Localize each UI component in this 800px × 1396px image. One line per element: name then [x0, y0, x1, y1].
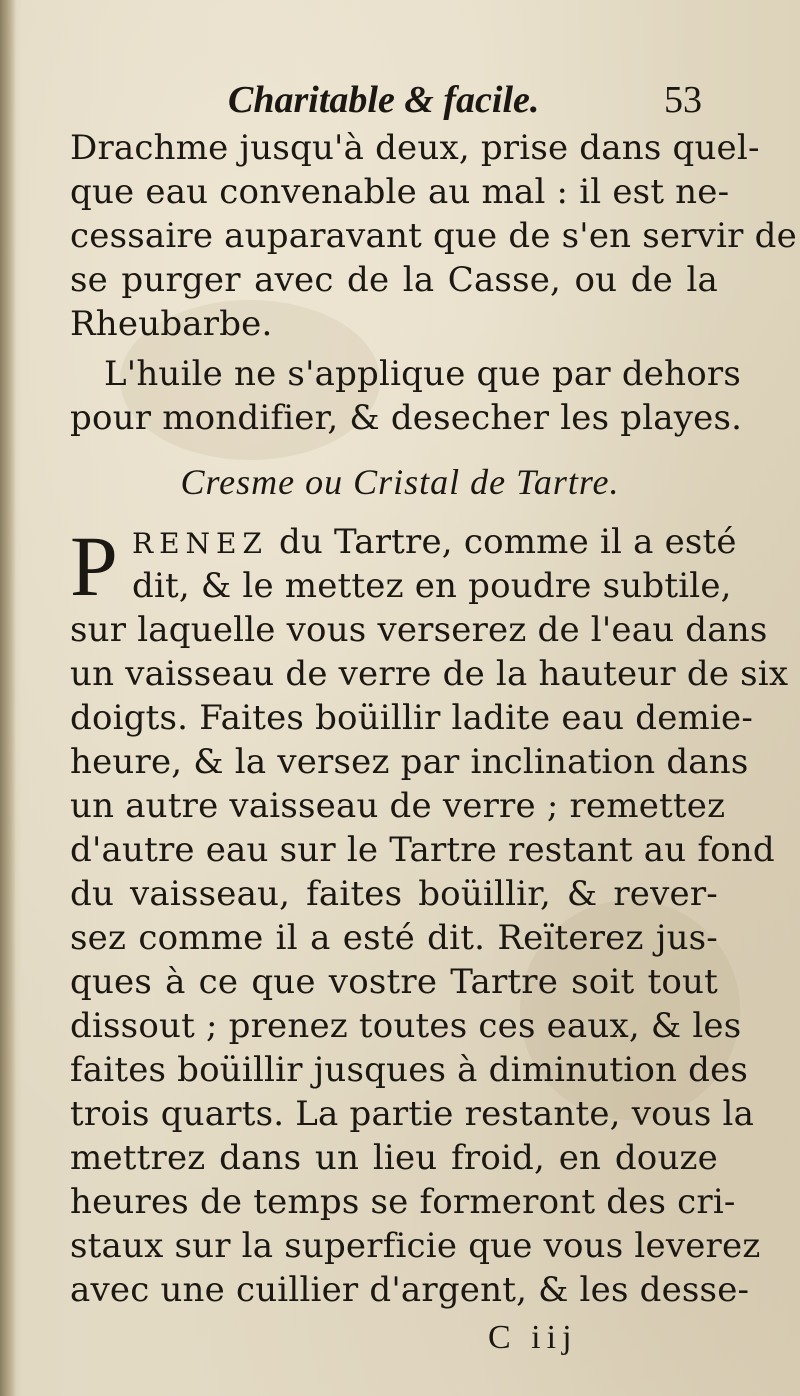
paragraph-1 — [70, 126, 797, 346]
text-line: Rheubarbe. — [70, 304, 273, 344]
first-line-rest: du Tartre, comme il a esté — [278, 522, 737, 562]
text-line: que eau convenable au mal : il est ne- — [70, 172, 730, 212]
text-line: doigts. Faites boüillir ladite eau demie- — [70, 698, 754, 738]
page-gutter — [0, 0, 16, 1396]
text-line: dit, & le mettez en poudre subtile, — [132, 566, 732, 606]
text-line: staux sur la superficie que vous leverez — [70, 1226, 761, 1266]
text-line: sez comme il a esté dit. Reïterez jus- — [70, 918, 718, 958]
text-line: un autre vaisseau de verre ; remettez — [70, 786, 726, 826]
text-line: trois quarts. La partie restante, vous la — [70, 1094, 755, 1134]
page-header — [0, 72, 800, 132]
text-line: cessaire auparavant que de s'en servir de — [70, 216, 797, 256]
text-line: ques à ce que vostre Tartre soit tout — [70, 962, 718, 1002]
text-line: faites boüillir jusques à diminution des — [70, 1050, 749, 1090]
text-line: un vaisseau de verre de la hauteur de six — [70, 654, 789, 694]
text-line: avec une cuillier d'argent, & les desse- — [70, 1270, 750, 1310]
text-line: heure, & la versez par inclination dans — [70, 742, 749, 782]
running-head: Charitable & facile. — [228, 79, 540, 121]
text-line: heures de temps se formeront des cri- — [70, 1182, 736, 1222]
text-line: L'huile ne s'applique que par dehors — [104, 354, 741, 394]
text-line: d'autre eau sur le Tartre restant au fond — [70, 830, 775, 870]
first-word-smallcaps: RENEZ — [132, 527, 268, 560]
paragraph-2 — [70, 352, 743, 440]
text-line: sur laquelle vous verserez de l'eau dans — [70, 610, 768, 650]
text-line: se purger avec de la Casse, ou de la — [70, 260, 718, 300]
recipe-paragraph — [70, 518, 789, 1312]
text-line: pour mondifier, & desecher les playes. — [70, 398, 743, 438]
text-line: mettrez dans un lieu froid, en douze — [70, 1138, 718, 1178]
section-title: Cresme ou Cristal de Tartre. — [180, 462, 620, 502]
text-line: Drachme jusqu'à deux, prise dans quel- — [70, 128, 760, 168]
text-line — [70, 520, 737, 564]
opening-lines — [70, 518, 737, 614]
text-line: du vaisseau, faites boüillir, & rever- — [70, 874, 718, 914]
drop-cap: P — [70, 518, 118, 614]
text-line: dissout ; prenez toutes ces eaux, & les — [70, 1006, 742, 1046]
signature-mark: C iij — [488, 1319, 578, 1356]
page-number: 53 — [664, 79, 702, 121]
